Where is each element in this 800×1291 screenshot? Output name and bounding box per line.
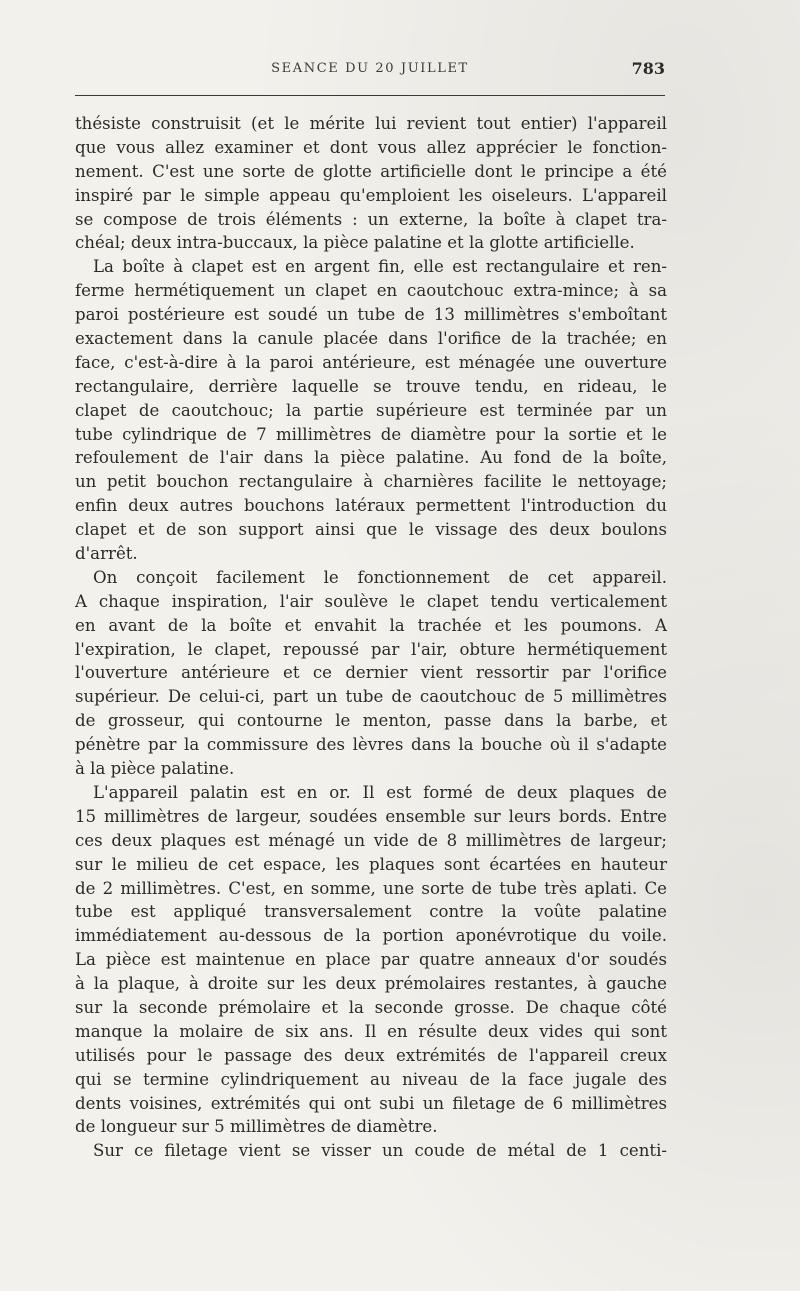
text-line: dents voisines, extrémités qui ont subi un filetage de 6 millimètres xyxy=(75,1093,667,1113)
body-text xyxy=(75,112,667,1163)
text-line: rectangulaire, derrière laquelle se trouve tendu, en rideau, le xyxy=(75,376,667,396)
text-line: ces deux plaques est ménagé un vide de 8 millimètres de largeur; xyxy=(75,830,667,850)
text-line: que vous allez examiner et dont vous allez apprécier le fonction- xyxy=(75,137,667,157)
text-line: de longueur sur 5 millimètres de diamètre. xyxy=(75,1117,438,1137)
text-line: tube est appliqué transversalement contre la voûte palatine xyxy=(75,902,667,922)
text-line: Sur ce filetage vient se visser un coude de métal de 1 centi- xyxy=(93,1141,667,1161)
text-line: qui se termine cylindriquement au niveau de la face jugale des xyxy=(75,1069,667,1089)
text-line: sur le milieu de cet espace, les plaques sont écartées en hauteur xyxy=(75,854,667,874)
text-line: exactement dans la canule placée dans l'orifice de la trachée; en xyxy=(75,329,667,349)
header-rule xyxy=(75,95,665,96)
text-line: L'appareil palatin est en or. Il est formé de deux plaques de xyxy=(93,782,667,802)
text-line: clapet de caoutchouc; la partie supérieure est terminée par un xyxy=(75,400,667,420)
page-header xyxy=(75,55,665,85)
text-line: inspiré par le simple appeau qu'emploient les oiseleurs. L'appareil xyxy=(75,185,667,205)
text-line: enfin deux autres bouchons latéraux permettent l'introduction du xyxy=(75,496,667,516)
text-line: On conçoit facilement le fonctionnement de cet appareil. xyxy=(93,567,667,587)
text-line: La boîte à clapet est en argent fin, elle est rectangulaire et ren- xyxy=(93,257,667,277)
text-line: manque la molaire de six ans. Il en résulte deux vides qui sont xyxy=(75,1021,667,1041)
text-line: l'ouverture antérieure et ce dernier vient ressortir par l'orifice xyxy=(75,663,667,683)
text-line: d'arrêt. xyxy=(75,544,138,564)
text-line: La pièce est maintenue en place par quatre anneaux d'or soudés xyxy=(75,950,667,970)
text-line: de grosseur, qui contourne le menton, passe dans la barbe, et xyxy=(75,711,667,731)
text-line: se compose de trois éléments : un externe, la boîte à clapet tra- xyxy=(75,209,667,229)
text-line: face, c'est-à-dire à la paroi antérieure, est ménagée une ouverture xyxy=(75,352,667,372)
text-line: A chaque inspiration, l'air soulève le clapet tendu verticalement xyxy=(75,591,667,611)
text-line: immédiatement au-dessous de la portion aponévrotique du voile. xyxy=(75,926,667,946)
page-number: 783 xyxy=(631,59,665,78)
text-line: un petit bouchon rectangulaire à charnières facilite le nettoyage; xyxy=(75,472,667,492)
text-line: nement. C'est une sorte de glotte artificielle dont le principe a été xyxy=(75,161,667,181)
text-line: thésiste construisit (et le mérite lui revient tout entier) l'appareil xyxy=(75,114,667,133)
text-line: ferme hermétiquement un clapet en caoutchouc extra-mince; à sa xyxy=(75,281,667,301)
text-line: à la plaque, à droite sur les deux prémolaires restantes, à gauche xyxy=(75,974,667,994)
text-line: tube cylindrique de 7 millimètres de diamètre pour la sortie et le xyxy=(75,424,667,444)
running-head: SEANCE DU 20 JUILLET xyxy=(271,61,469,76)
text-line: pénètre par la commissure des lèvres dans la bouche où il s'adapte xyxy=(75,735,667,755)
text-line: paroi postérieure est soudé un tube de 13 millimètres s'emboîtant xyxy=(75,305,667,325)
text-line: de 2 millimètres. C'est, en somme, une sorte de tube très aplati. Ce xyxy=(75,878,667,898)
text-line: en avant de la boîte et envahit la trachée et les poumons. A xyxy=(75,615,667,635)
text-line: clapet et de son support ainsi que le vissage des deux boulons xyxy=(75,520,667,540)
text-line: refoulement de l'air dans la pièce palatine. Au fond de la boîte, xyxy=(75,448,667,468)
text-line: chéal; deux intra-buccaux, la pièce palatine et la glotte artificielle. xyxy=(75,233,635,253)
text-line: l'expiration, le clapet, repoussé par l'air, obture hermétiquement xyxy=(75,639,667,659)
text-line: utilisés pour le passage des deux extrémités de l'appareil creux xyxy=(75,1045,667,1065)
text-line: à la pièce palatine. xyxy=(75,759,235,779)
text-line: supérieur. De celui-ci, part un tube de caoutchouc de 5 millimètres xyxy=(75,687,667,707)
text-line: 15 millimètres de largeur, soudées ensemble sur leurs bords. Entre xyxy=(75,806,667,826)
text-line: sur la seconde prémolaire et la seconde grosse. De chaque côté xyxy=(75,997,667,1017)
